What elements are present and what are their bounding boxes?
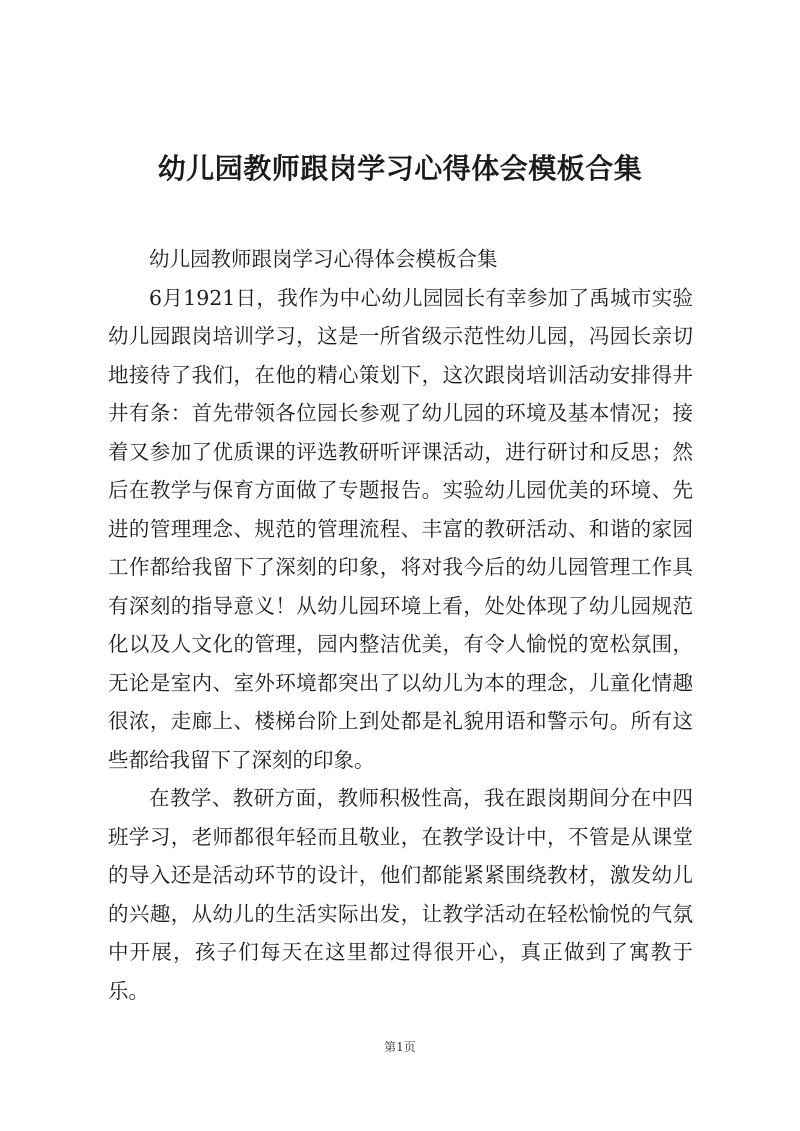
document-subtitle: 幼儿园教师跟岗学习心得体会模板合集 bbox=[149, 247, 498, 271]
document-body bbox=[108, 240, 693, 1010]
paragraph-2: 在教学、教研方面，教师积极性高，我在跟岗期间分在中四班学习，老师都很年轻而且敬业，在教学设计中，不管是从课堂的导入还是活动环节的设计，他们都能紧紧围绕教材，激发幼儿的兴趣，从幼儿的生活实际出发，让教学活动在轻松愉悦的气氛中开展，孩子们每天在这里都过得很开心，真正做到了寓教于乐。 bbox=[108, 786, 693, 1003]
paragraph-1: 6月1921日，我作为中心幼儿园园长有幸参加了禹城市实验幼儿园跟岗培训学习，这是一所省级示范性幼儿园，冯园长亲切地接待了我们，在他的精心策划下，这次跟岗培训活动安排得井井有条：首先带领各位园长参观了幼儿园的环境及基本情况；接着又参加了优质课的评选教研听评课活动，进行研讨和反思；然后在教学与保育方面做了专题报告。实验幼儿园优美的环境、先进的管理理念、规范的管理流程、丰富的教研活动、和谐的家园工作都给我留下了深刻的印象，将对我今后的幼儿园管理工作具有深刻的指导意义！从幼儿园环境上看，处处体现了幼儿园规范化以及人文化的管理，园内整洁优美，有令人愉悦的宽松氛围，无论是室内、室外环境都突出了以幼儿为本的理念，儿童化情趣很浓，走廊上、楼梯台阶上到处都是礼貌用语和警示句。所有这些都给我留下了深刻的印象。 bbox=[108, 285, 693, 772]
document-title: 幼儿园教师跟岗学习心得体会模板合集 bbox=[157, 152, 643, 185]
page-number: 第1页 bbox=[384, 1040, 416, 1054]
